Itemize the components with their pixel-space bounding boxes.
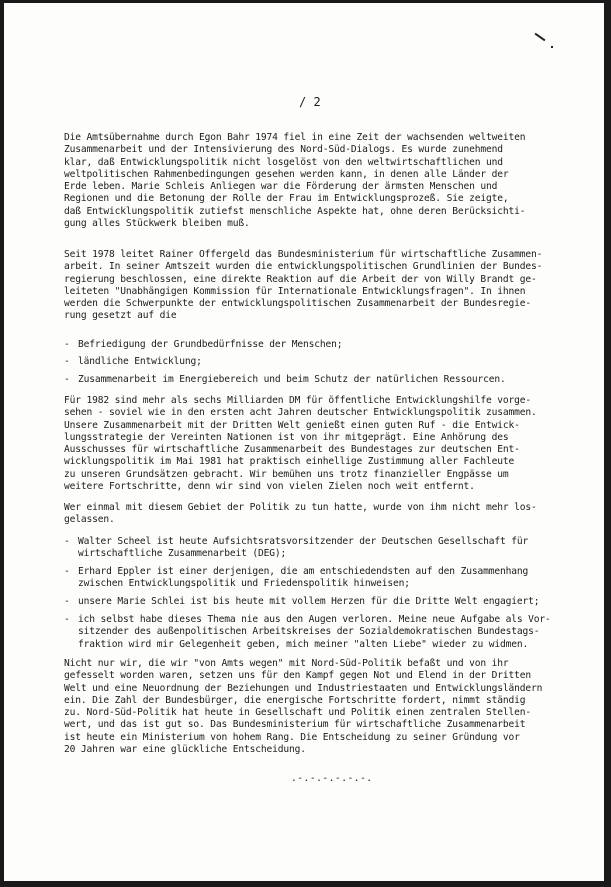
- corner-mark: [535, 33, 546, 42]
- paragraph-offergeld: Seit 1978 leitet Rainer Offergeld das Bundesministerium für wirtschaftliche Zusammen- arbeit. In seiner Amtszeit wurden die entwicklungspolitischen Grundlinien der Bundes- regierung beschlossen, eine direkte Reaktion auf die Arbeit der von Willy Brandt ge- leiteten "Unabhängigen Kommission für Internationale Entwicklungsfragen". In ihnen werden die Schwerpunkte der entwicklungspolitischen Zusammenarbeit der Bundesregie- rung gesetzt auf die: [64, 249, 543, 322]
- list-bullet: -: [64, 536, 70, 547]
- paragraph-conclusion: Nicht nur wir, die wir "von Amts wegen" mit Nord-Süd-Politik befaßt und von ihr gefesselt worden waren, setzen uns für den Kampf gegen Not und Elend in der Dritten Welt und eine Neuordnung der Beziehungen und Industriestaaten und Entwicklungsländern ein. Die Zahl der Bundesbürger, die energische Fortschritte fordert, nimmt ständig zu. Nord-Süd-Politik hat heute in Gesellschaft und Politik einen zentralen Stellen- wert, und das ist gut so. Das Bundesministerium für wirtschaftliche Zusammenarbeit ist heute ein Ministerium von hohem Rang. Die Entscheidung zu seiner Gründung vor 20 Jahren war eine glückliche Entscheidung.: [64, 658, 543, 756]
- list-bullet: -: [64, 596, 70, 607]
- list-bullet: -: [64, 614, 70, 625]
- page-number: / 2: [299, 95, 321, 109]
- list-item-text: Zusammenarbeit im Energiebereich und beim Schutz der natürlichen Ressourcen.: [78, 374, 506, 385]
- list-bullet: -: [64, 356, 70, 367]
- list-item-text: unsere Marie Schlei ist bis heute mit vollem Herzen für die Dritte Welt engagiert;: [78, 596, 540, 607]
- paragraph-politics-intro: Wer einmal mit diesem Gebiet der Politik zu tun hatte, wurde von ihm nicht mehr los- gelassen.: [64, 502, 537, 526]
- list-bullet: -: [64, 339, 70, 350]
- list-bullet: -: [64, 566, 70, 577]
- list-item-text: Walter Scheel ist heute Aufsichtsratsvorsitzender der Deutschen Gesellschaft für wirtschaftliche Zusammenarbeit (DEG);: [78, 536, 529, 560]
- list-item-text: ich selbst habe dieses Thema nie aus den Augen verloren. Meine neue Aufgabe als Vor- sitzender des außenpolitischen Arbeitskreises der Sozialdemokratischen Bundestags- fraktion wird mir Gelegenheit geben, mich meiner "alten Liebe" wieder zu widmen.: [78, 614, 551, 650]
- paragraph-funding-1982: Für 1982 sind mehr als sechs Milliarden DM für öffentliche Entwicklungshilfe vorge- sehen - soviel wie in den ersten acht Jahren deutscher Entwicklungspolitik zusammen. Unsere Zusammenarbeit mit der Dritten Welt genießt einen guten Ruf - die Entwick- lungsstrategie der Vereinten Nationen ist von ihr mitgeprägt. Eine Anhörung des Ausschusses für wirtschaftliche Zusammenarbeit des Bundestages zur deutschen Ent- wicklungspolitik im Mai 1981 hat praktisch einhellige Zustimmung aller Fachleute zu unseren Grundsätzen gebracht. Wir bemühen uns trotz finanzieller Engpässe um weitere Fortschritte, denn wir sind von vielen Zielen noch weit entfernt.: [64, 395, 537, 493]
- end-marker: .-.-.-.-.-.-.: [291, 773, 373, 784]
- list-item-text: Befriedigung der Grundbedürfnisse der Menschen;: [78, 339, 343, 350]
- paragraph-bahr-schlei: Die Amtsübernahme durch Egon Bahr 1974 fiel in eine Zeit der wachsenden weltweiten Zusammenarbeit und der Intensivierung des Nord-Süd-Dialogs. Es wurde zunehmend klar, daß Entwicklungspolitik nicht losgelöst von den weltwirtschaftlichen und weltpolitischen Rahmenbedingungen gesehen werden kann, in denen alle Länder der Erde leben. Marie Schleis Anliegen war die Förderung der ärmsten Menschen und Regionen und die Betonung der Rolle der Frau im Entwicklungsprozeß. Sie zeigte, daß Entwicklungspolitik zutiefst menschliche Aspekte hat, ohne deren Berücksichti- gung alles Stückwerk bleiben muß.: [64, 132, 526, 230]
- document-page: [4, 3, 604, 881]
- corner-dot: [551, 46, 553, 48]
- list-bullet: -: [64, 374, 70, 385]
- list-item-text: Erhard Eppler ist einer derjenigen, die am entschiedendsten auf den Zusammenhang zwischen Entwicklungspolitik und Friedenspolitik hinweisen;: [78, 566, 529, 590]
- list-item-text: ländliche Entwicklung;: [78, 356, 202, 367]
